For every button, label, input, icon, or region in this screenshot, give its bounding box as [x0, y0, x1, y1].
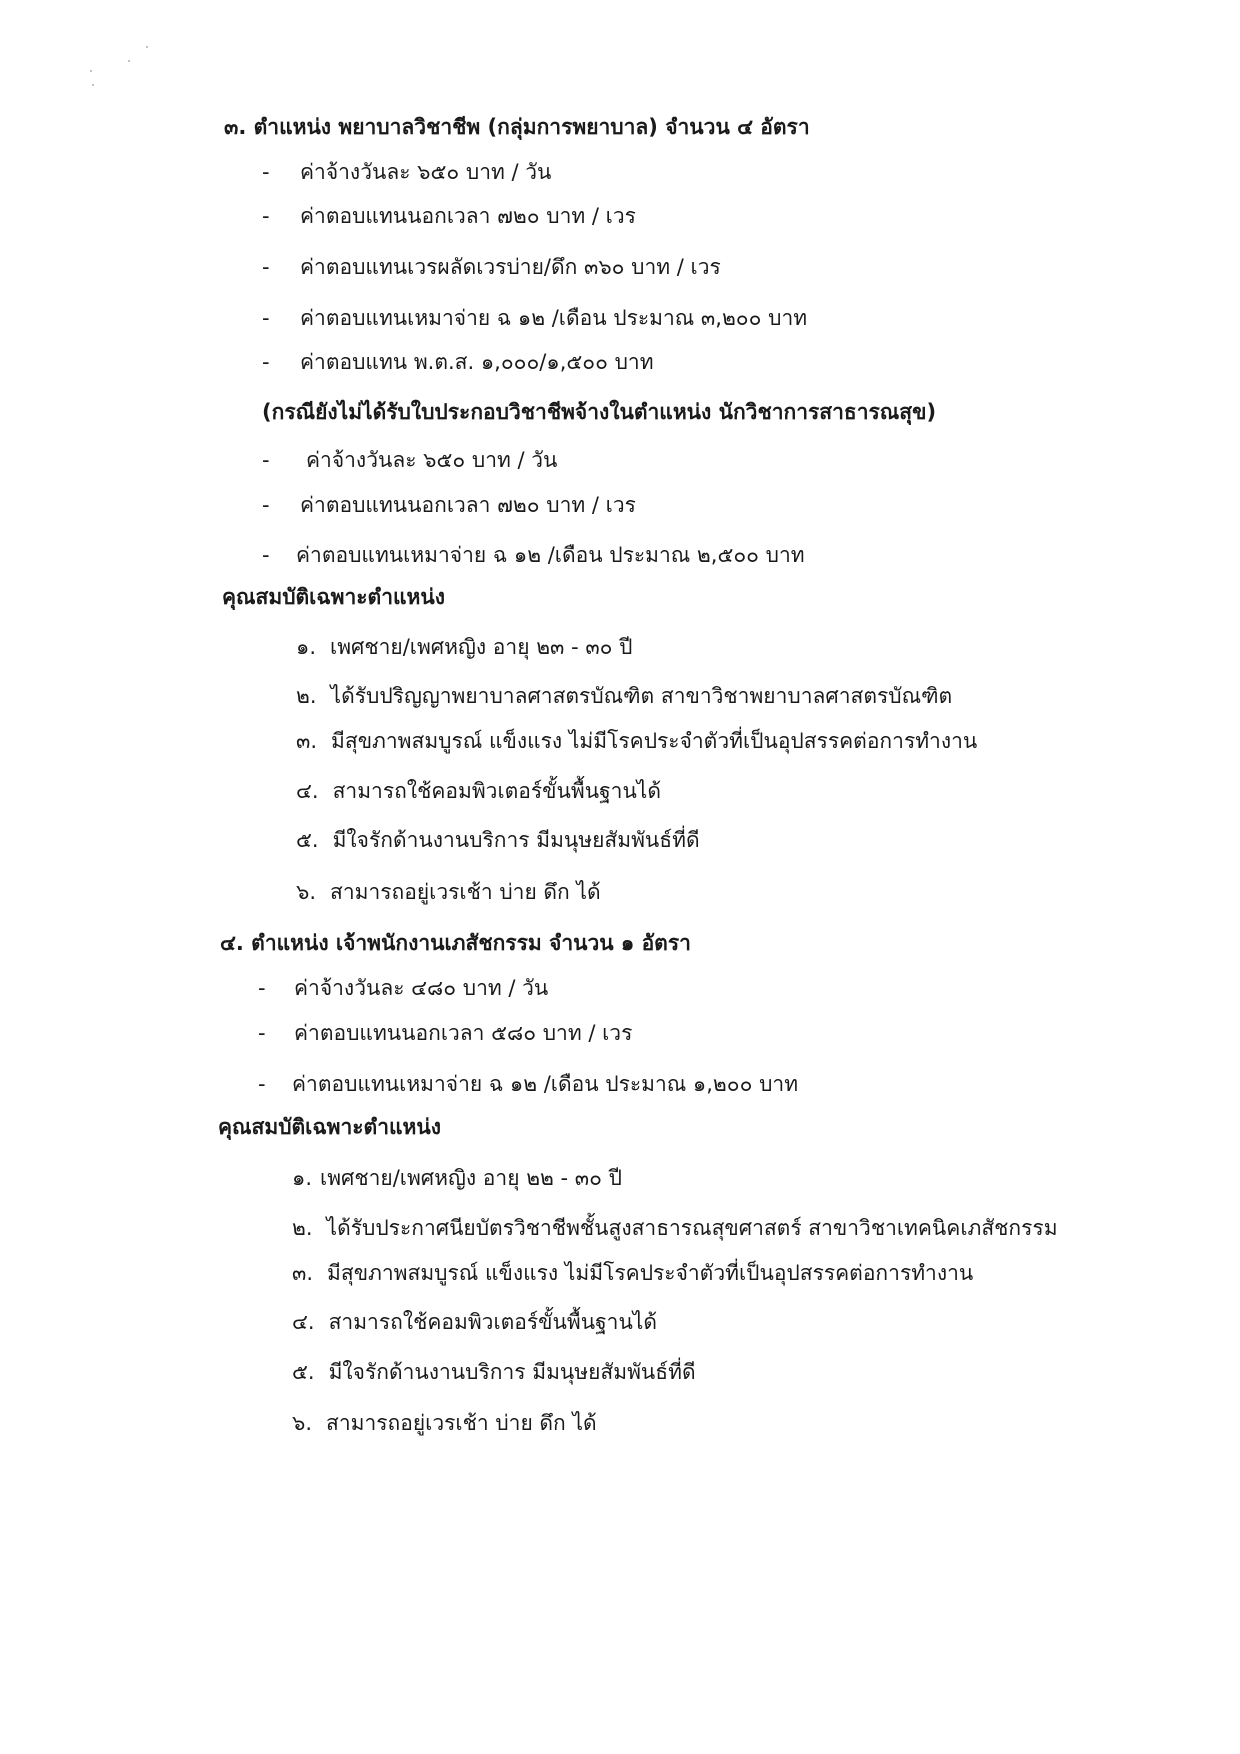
dash: - — [262, 493, 270, 517]
qualification-item — [296, 681, 952, 711]
qualification-item — [292, 1163, 622, 1193]
qualification-text: เพศชาย/เพศหญิง อายุ ๒๓ - ๓๐ ปี — [330, 635, 633, 659]
pay-item: ค่าตอบแทนนอกเวลา ๕๘๐ บาท / เวร — [294, 1021, 633, 1045]
pay-item: ค่าตอบแทนนอกเวลา ๗๒๐ บาท / เวร — [300, 204, 636, 228]
dash: - — [262, 204, 270, 228]
qualification-item — [292, 1357, 696, 1387]
section-heading-4: ๔. ตำแหน่ง เจ้าพนักงานเภสัชกรรม จำนวน ๑ อัตรา — [220, 931, 691, 955]
qualification-text: สามารถอยู่เวรเช้า บ่าย ดึก ได้ — [330, 880, 601, 904]
alt-pay-item: ค่าตอบแทนเหมาจ่าย ฉ ๑๒ /เดือน ประมาณ ๒,๕๐๐ บาท — [296, 543, 805, 567]
qualification-text: เพศชาย/เพศหญิง อายุ ๒๒ - ๓๐ ปี — [320, 1166, 622, 1190]
pay-item: ค่าตอบแทน พ.ต.ส. ๑,๐๐๐/๑,๕๐๐ บาท — [300, 350, 654, 374]
qualification-number: ๓. — [292, 1261, 314, 1285]
qualification-number: ๒. — [296, 684, 317, 708]
qualification-number: ๔. — [296, 779, 319, 803]
qualification-text: ได้รับปริญญาพยาบาลศาสตรบัณฑิต สาขาวิชาพยาบาลศาสตรบัณฑิต — [330, 684, 953, 708]
qualification-number: ๕. — [292, 1360, 315, 1384]
qualification-text: มีใจรักด้านงานบริการ มีมนุษยสัมพันธ์ที่ดี — [328, 1360, 696, 1384]
qualification-item — [296, 825, 700, 855]
qualification-text: มีสุขภาพสมบูรณ์ แข็งแรง ไม่มีโรคประจำตัวที่เป็นอุปสรรคต่อการทำงาน — [331, 729, 978, 753]
dash: - — [262, 350, 270, 374]
qualification-text: ได้รับประกาศนียบัตรวิชาชีพชั้นสูงสาธารณสุขศาสตร์ สาขาวิชาเทคนิคเภสัชกรรม — [326, 1216, 1058, 1240]
dash: - — [258, 1021, 266, 1045]
dash: - — [262, 543, 270, 567]
qualification-number: ๑. — [292, 1166, 313, 1190]
qualification-text: มีสุขภาพสมบูรณ์ แข็งแรง ไม่มีโรคประจำตัวที่เป็นอุปสรรคต่อการทำงาน — [327, 1261, 974, 1285]
qualification-item — [296, 776, 661, 806]
pay-item: ค่าตอบแทนเหมาจ่าย ฉ ๑๒ /เดือน ประมาณ ๑,๒๐๐ บาท — [292, 1072, 799, 1096]
qualification-item — [292, 1408, 597, 1438]
qualification-heading: คุณสมบัติเฉพาะตำแหน่ง — [218, 1115, 441, 1139]
pay-item: ค่าตอบแทนเวรผลัดเวรบ่าย/ดึก ๓๖๐ บาท / เวร — [300, 255, 721, 279]
qualification-number: ๕. — [296, 828, 319, 852]
pay-item: ค่าจ้างวันละ ๔๘๐ บาท / วัน — [294, 976, 549, 1000]
dash: - — [262, 255, 270, 279]
dash: - — [258, 1072, 266, 1096]
qualification-item — [296, 726, 977, 756]
scan-specks — [88, 40, 158, 100]
qualification-heading: คุณสมบัติเฉพาะตำแหน่ง — [222, 585, 445, 609]
qualification-text: สามารถอยู่เวรเช้า บ่าย ดึก ได้ — [326, 1411, 597, 1435]
dash: - — [262, 306, 270, 330]
alt-pay-item: ค่าจ้างวันละ ๖๕๐ บาท / วัน — [306, 448, 558, 472]
qualification-number: ๑. — [296, 635, 317, 659]
qualification-text: สามารถใช้คอมพิวเตอร์ขั้นพื้นฐานได้ — [328, 1310, 658, 1334]
pay-item: ค่าจ้างวันละ ๖๕๐ บาท / วัน — [300, 160, 552, 184]
qualification-number: ๔. — [292, 1310, 315, 1334]
qualification-item — [292, 1213, 1058, 1243]
qualification-item — [296, 877, 601, 907]
dash: - — [262, 160, 270, 184]
pay-item: ค่าตอบแทนเหมาจ่าย ฉ ๑๒ /เดือน ประมาณ ๓,๒๐๐ บาท — [300, 306, 808, 330]
qualification-item — [292, 1307, 657, 1337]
qualification-text: สามารถใช้คอมพิวเตอร์ขั้นพื้นฐานได้ — [332, 779, 662, 803]
section-heading-3: ๓. ตำแหน่ง พยาบาลวิชาชีพ (กลุ่มการพยาบาล) จำนวน ๔ อัตรา — [224, 115, 810, 139]
qualification-text: มีใจรักด้านงานบริการ มีมนุษยสัมพันธ์ที่ดี — [332, 828, 700, 852]
alt-pay-item: ค่าตอบแทนนอกเวลา ๗๒๐ บาท / เวร — [300, 493, 636, 517]
qualification-item — [292, 1258, 973, 1288]
subheading: (กรณียังไม่ได้รับใบประกอบวิชาชีพจ้างในตำแหน่ง นักวิชาการสาธารณสุข) — [262, 400, 937, 424]
qualification-number: ๖. — [296, 880, 317, 904]
qualification-number: ๒. — [292, 1216, 313, 1240]
dash: - — [258, 976, 266, 1000]
qualification-item — [296, 632, 633, 662]
dash: - — [262, 448, 270, 472]
qualification-number: ๓. — [296, 729, 318, 753]
qualification-number: ๖. — [292, 1411, 313, 1435]
